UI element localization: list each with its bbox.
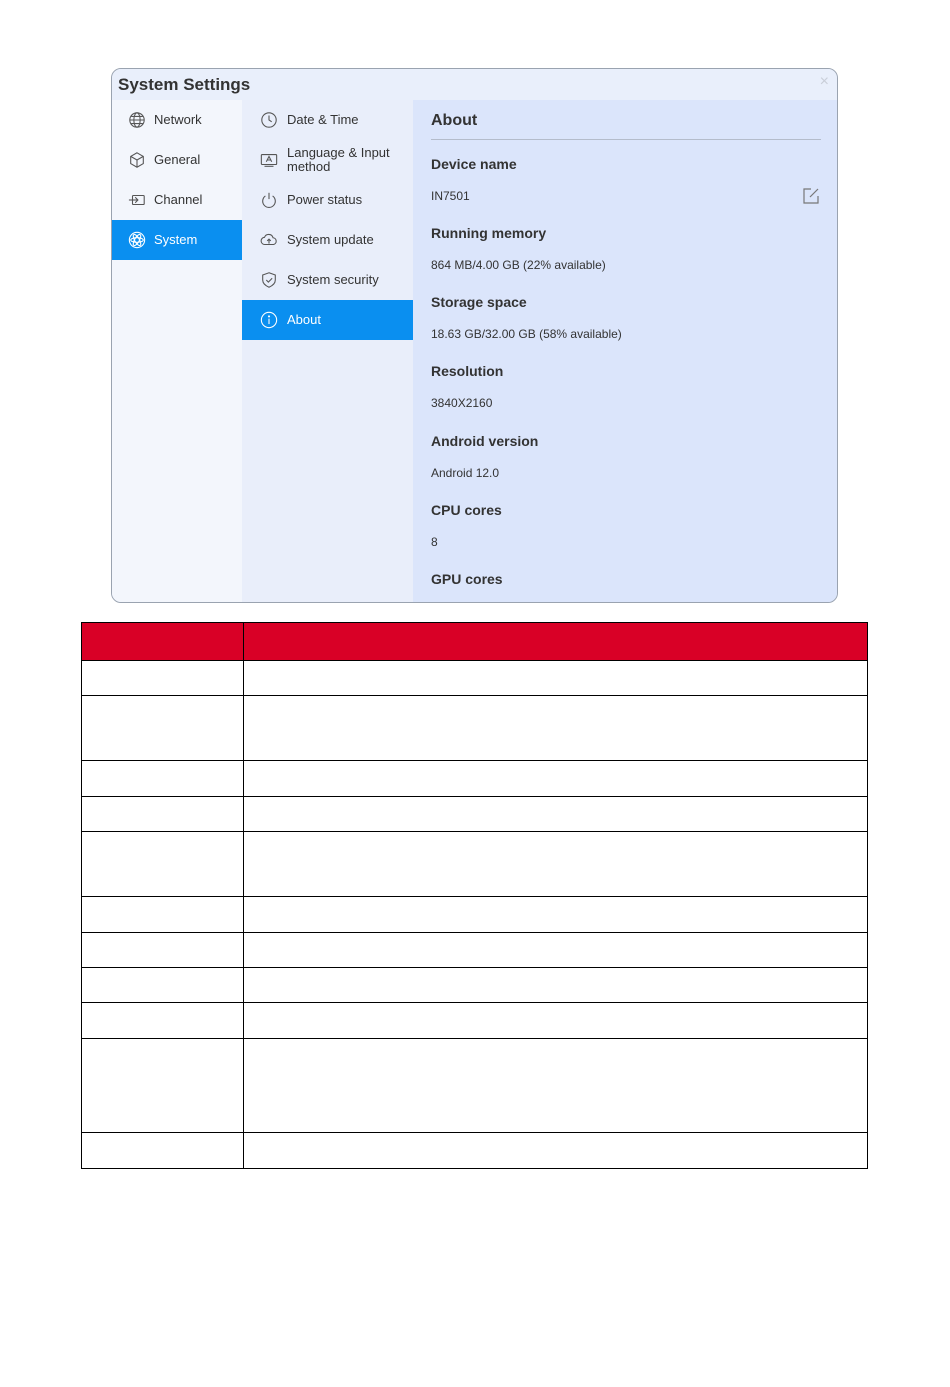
sidebar: [112, 100, 242, 603]
table-row: [82, 1003, 868, 1039]
running-memory-value: 864 MB/4.00 GB (22% available): [431, 258, 606, 272]
table-row: [82, 968, 868, 1003]
table-cell: [82, 661, 244, 696]
edit-icon[interactable]: [802, 187, 820, 205]
table-cell: [244, 933, 868, 968]
submenu-item-label: About: [287, 312, 321, 327]
table-cell: [244, 761, 868, 797]
table-cell: [82, 1003, 244, 1039]
table-cell: [82, 968, 244, 1003]
sidebar-item-label: Channel: [154, 192, 203, 207]
about-panel: [413, 100, 838, 603]
submenu-item-system-update[interactable]: [242, 220, 413, 260]
table-cell: [82, 897, 244, 933]
info-icon: [259, 310, 279, 330]
keyboard-icon: [259, 150, 279, 170]
submenu-item-label: Power status: [287, 192, 363, 207]
globe-icon: [127, 110, 147, 130]
about-heading: About: [431, 112, 478, 129]
system-icon: [127, 230, 147, 250]
submenu-item-date-time[interactable]: [242, 100, 413, 140]
running-memory-label: Running memory: [431, 225, 547, 241]
table-cell: [244, 1039, 868, 1133]
table-row: [82, 761, 868, 797]
table-row: [82, 933, 868, 968]
android-version-value: Android 12.0: [431, 466, 500, 480]
submenu-item-label: Language & Input method: [287, 145, 390, 174]
window-title: System Settings: [118, 75, 251, 94]
sidebar-item-label: System: [154, 232, 198, 247]
clock-icon: [259, 110, 279, 130]
device-name-value: IN7501: [431, 189, 470, 203]
table-cell: [244, 1003, 868, 1039]
table-cell: [244, 797, 868, 832]
table-cell: [82, 696, 244, 761]
system-submenu: [242, 100, 413, 603]
close-icon[interactable]: ×: [819, 73, 829, 90]
submenu-item-language-input[interactable]: [242, 140, 413, 180]
table-row: [82, 1039, 868, 1133]
cpu-cores-label: CPU cores: [431, 502, 502, 518]
table-header-row: [82, 623, 868, 661]
gpu-cores-label: GPU cores: [431, 571, 503, 587]
sidebar-item-label: Network: [154, 112, 202, 127]
sidebar-item-label: General: [154, 152, 201, 167]
submenu-item-system-security[interactable]: [242, 260, 413, 300]
cube-icon: [127, 150, 147, 170]
table-row: [82, 797, 868, 832]
table-cell: [244, 968, 868, 1003]
sidebar-item-system[interactable]: [112, 220, 242, 260]
spec-table: [81, 622, 868, 1169]
table-header-cell: [244, 623, 868, 661]
table-row: [82, 661, 868, 696]
shield-icon: [259, 270, 279, 290]
table-cell: [244, 696, 868, 761]
table-row: [82, 1133, 868, 1169]
table-cell: [82, 761, 244, 797]
submenu-item-label: Date & Time: [287, 112, 359, 127]
sidebar-item-network[interactable]: [112, 100, 242, 140]
table-cell: [82, 1133, 244, 1169]
table-cell: [244, 661, 868, 696]
cloud-upload-icon: [259, 230, 279, 250]
cpu-cores-value: 8: [431, 535, 438, 549]
table-row: [82, 897, 868, 933]
submenu-item-label: System update: [287, 232, 374, 247]
storage-space-label: Storage space: [431, 294, 527, 310]
device-name-label: Device name: [431, 156, 517, 172]
table-cell: [244, 832, 868, 897]
submenu-item-about[interactable]: [242, 300, 413, 340]
table-header-cell: [82, 623, 244, 661]
storage-space-value: 18.63 GB/32.00 GB (58% available): [431, 327, 622, 341]
table-row: [82, 832, 868, 897]
table-row: [82, 696, 868, 761]
resolution-label: Resolution: [431, 363, 504, 379]
system-settings-window: [111, 68, 838, 603]
input-icon: [127, 190, 147, 210]
table-cell: [82, 933, 244, 968]
resolution-value: 3840X2160: [431, 396, 493, 410]
android-version-label: Android version: [431, 433, 539, 449]
title-bar: [112, 69, 837, 100]
table-cell: [82, 797, 244, 832]
table-cell: [82, 832, 244, 897]
table-cell: [244, 897, 868, 933]
power-icon: [259, 190, 279, 210]
submenu-item-label: System security: [287, 272, 379, 287]
submenu-item-power-status[interactable]: [242, 180, 413, 220]
divider: [431, 139, 821, 140]
sidebar-item-general[interactable]: [112, 140, 242, 180]
table-cell: [82, 1039, 244, 1133]
table-cell: [244, 1133, 868, 1169]
sidebar-item-channel[interactable]: [112, 180, 242, 220]
